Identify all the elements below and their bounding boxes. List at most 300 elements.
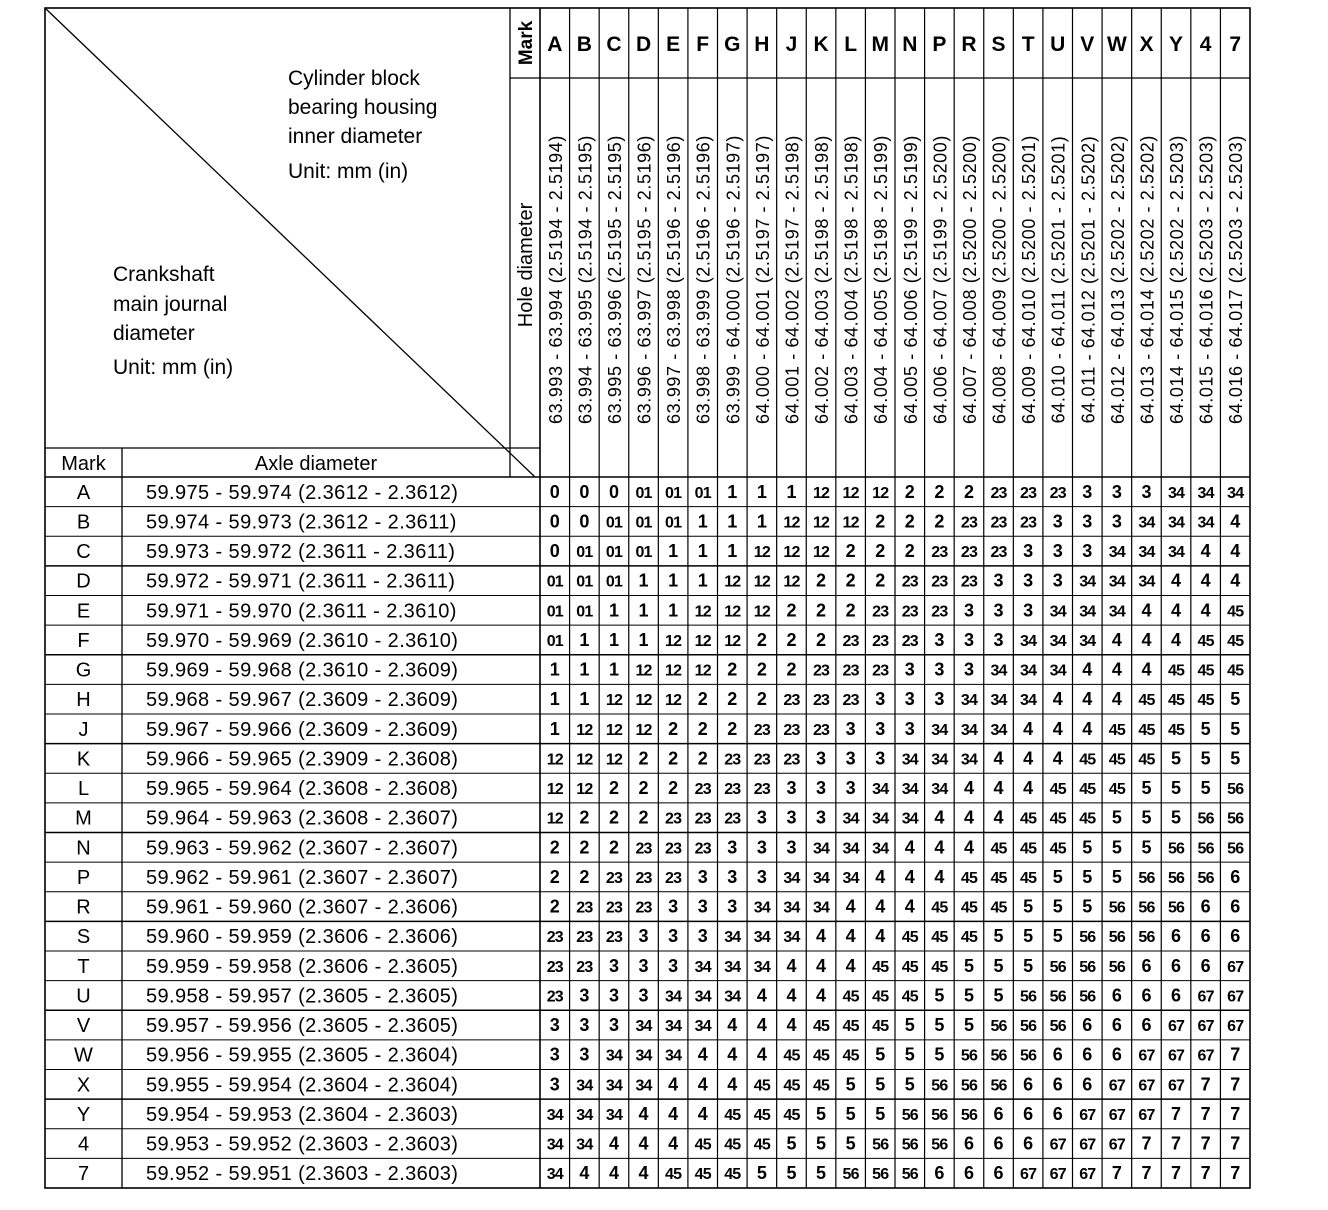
grade-cell: 2 bbox=[638, 807, 649, 828]
grade-cell: 12 bbox=[546, 810, 563, 828]
grade-cell: 45 bbox=[872, 988, 889, 1006]
column-hole-diameter: 63.996 - 63.997 (2.5195 - 2.5196) bbox=[634, 135, 655, 424]
grade-cell: 23 bbox=[605, 899, 623, 917]
column-hole-diameter: 64.014 - 64.015 (2.5202 - 2.5203) bbox=[1167, 135, 1188, 424]
grade-cell: 34 bbox=[605, 1106, 623, 1124]
grade-cell: 12 bbox=[635, 662, 652, 680]
column-mark: 4 bbox=[1199, 33, 1212, 56]
grade-cell: 34 bbox=[635, 1077, 652, 1095]
grade-cell: 4 bbox=[638, 1103, 649, 1124]
grade-cell: 2 bbox=[816, 570, 827, 591]
grade-cell: 3 bbox=[1052, 541, 1063, 562]
grade-cell: 5 bbox=[1230, 748, 1241, 769]
grade-cell: 45 bbox=[1138, 721, 1155, 739]
grade-cell: 34 bbox=[1138, 573, 1155, 591]
grade-cell: 3 bbox=[579, 1015, 590, 1036]
grade-cell: 34 bbox=[546, 1106, 563, 1124]
column-hole-diameter: 63.995 - 63.996 (2.5195 - 2.5195) bbox=[604, 135, 625, 424]
grade-cell: 6 bbox=[1171, 926, 1182, 947]
grade-cell: 56 bbox=[1079, 988, 1096, 1006]
grade-cell: 45 bbox=[1108, 781, 1125, 799]
row-axle-diameter: 59.964 - 59.963 (2.3608 - 2.3607) bbox=[146, 807, 459, 830]
grade-cell: 56 bbox=[1138, 869, 1155, 887]
grade-cell: 4 bbox=[904, 896, 915, 917]
grade-cell: 34 bbox=[812, 869, 830, 887]
grade-cell: 45 bbox=[990, 869, 1007, 887]
grade-cell: 45 bbox=[872, 1018, 889, 1036]
grade-cell: 45 bbox=[842, 1047, 859, 1065]
grade-cell: 23 bbox=[724, 810, 741, 828]
grade-cell: 56 bbox=[1108, 899, 1125, 917]
grade-cell: 3 bbox=[727, 866, 738, 887]
grade-cell: 12 bbox=[605, 692, 623, 710]
grade-cell: 6 bbox=[1023, 1103, 1034, 1124]
grade-cell: 23 bbox=[694, 781, 711, 799]
row-axle-diameter: 59.969 - 59.968 (2.3610 - 2.3609) bbox=[146, 659, 459, 682]
grade-cell: 34 bbox=[990, 662, 1007, 680]
row-mark: L bbox=[77, 778, 90, 801]
grade-cell: 56 bbox=[1079, 958, 1096, 976]
grade-cell: 34 bbox=[931, 781, 948, 799]
column-mark: E bbox=[666, 33, 681, 56]
top-mark-label: Mark bbox=[516, 20, 537, 66]
grade-cell: 2 bbox=[756, 659, 767, 680]
grade-cell: 56 bbox=[901, 1106, 918, 1124]
grade-cell: 5 bbox=[1082, 896, 1093, 917]
column-hole-diameter: 64.000 - 64.001 (2.5197 - 2.5197) bbox=[752, 135, 773, 424]
grade-cell: 56 bbox=[1108, 958, 1125, 976]
block-label-line: Unit: mm (in) bbox=[288, 160, 409, 183]
grade-cell: 4 bbox=[875, 896, 886, 917]
grade-cell: 4 bbox=[1171, 570, 1182, 591]
crankshaft-label-line: Unit: mm (in) bbox=[113, 356, 234, 379]
grade-cell: 01 bbox=[576, 544, 593, 562]
grade-cell: 2 bbox=[816, 600, 827, 621]
grade-cell: 34 bbox=[872, 781, 889, 799]
grade-cell: 2 bbox=[786, 659, 797, 680]
grade-cell: 12 bbox=[635, 692, 652, 710]
grade-cell: 45 bbox=[1049, 810, 1066, 828]
grade-cell: 34 bbox=[635, 1018, 652, 1036]
grade-cell: 3 bbox=[1023, 541, 1034, 562]
grade-cell: 45 bbox=[960, 899, 978, 917]
grade-cell: 2 bbox=[934, 481, 945, 502]
grade-cell: 45 bbox=[724, 1136, 741, 1154]
grade-cell: 5 bbox=[816, 1133, 827, 1154]
grade-cell: 45 bbox=[724, 1166, 741, 1184]
grade-cell: 3 bbox=[608, 985, 619, 1006]
grade-cell: 45 bbox=[1197, 662, 1214, 680]
column-mark: B bbox=[576, 33, 592, 56]
grade-cell: 2 bbox=[668, 748, 679, 769]
grade-cell: 7 bbox=[1230, 1133, 1241, 1154]
grade-cell: 5 bbox=[1230, 718, 1241, 739]
row-mark-header: Mark bbox=[61, 453, 106, 475]
grade-cell: 2 bbox=[845, 600, 856, 621]
grade-cell: 4 bbox=[963, 807, 974, 828]
grade-cell: 34 bbox=[872, 840, 889, 858]
row-axle-diameter: 59.967 - 59.966 (2.3609 - 2.3609) bbox=[146, 718, 459, 741]
grade-cell: 2 bbox=[875, 541, 886, 562]
grade-cell: 23 bbox=[931, 603, 948, 621]
grade-cell: 4 bbox=[993, 807, 1004, 828]
grade-cell: 45 bbox=[1079, 781, 1096, 799]
grade-cell: 6 bbox=[1200, 955, 1211, 976]
grade-cell: 4 bbox=[1200, 570, 1211, 591]
grade-cell: 1 bbox=[638, 570, 649, 591]
hole-diameter-label: Hole diameter bbox=[515, 202, 537, 328]
grade-cell: 34 bbox=[812, 840, 830, 858]
grade-cell: 56 bbox=[901, 1136, 918, 1154]
grade-cell: 45 bbox=[1197, 692, 1214, 710]
grade-cell: 5 bbox=[904, 1074, 915, 1095]
grade-cell: 23 bbox=[546, 929, 563, 947]
grade-cell: 01 bbox=[694, 484, 711, 502]
grade-cell: 6 bbox=[1111, 1044, 1122, 1065]
grade-cell: 34 bbox=[753, 929, 770, 947]
column-mark: D bbox=[635, 33, 652, 56]
grade-cell: 3 bbox=[756, 866, 767, 887]
grade-cell: 23 bbox=[990, 484, 1007, 502]
grade-cell: 34 bbox=[1079, 632, 1096, 650]
grade-cell: 4 bbox=[608, 1163, 619, 1184]
grade-cell: 3 bbox=[1052, 511, 1063, 532]
grade-cell: 34 bbox=[783, 899, 800, 917]
grade-cell: 23 bbox=[872, 662, 889, 680]
grade-cell: 4 bbox=[1171, 600, 1182, 621]
grade-cell: 12 bbox=[812, 544, 830, 562]
grade-cell: 3 bbox=[1082, 541, 1093, 562]
row-mark: F bbox=[77, 629, 90, 652]
grade-cell: 34 bbox=[605, 1047, 623, 1065]
grade-cell: 6 bbox=[1171, 955, 1182, 976]
grade-cell: 4 bbox=[727, 1074, 738, 1095]
grade-cell: 3 bbox=[875, 689, 886, 710]
grade-cell: 34 bbox=[665, 1047, 682, 1065]
grade-cell: 23 bbox=[605, 869, 623, 887]
grade-cell: 23 bbox=[546, 988, 563, 1006]
grade-cell: 45 bbox=[901, 929, 918, 947]
grade-cell: 5 bbox=[1052, 896, 1063, 917]
grade-cell: 45 bbox=[1227, 603, 1244, 621]
grade-cell: 34 bbox=[960, 751, 978, 769]
grade-cell: 6 bbox=[993, 1163, 1004, 1184]
grade-cell: 23 bbox=[960, 544, 978, 562]
grade-cell: 2 bbox=[549, 866, 560, 887]
grade-cell: 23 bbox=[665, 869, 682, 887]
grade-cell: 1 bbox=[727, 481, 738, 502]
grade-cell: 12 bbox=[665, 632, 682, 650]
column-mark: K bbox=[813, 33, 829, 56]
grade-cell: 56 bbox=[1020, 988, 1037, 1006]
grade-cell: 4 bbox=[934, 807, 945, 828]
column-hole-diameter: 64.010 - 64.011 (2.5201 - 2.5201) bbox=[1048, 135, 1069, 424]
row-axle-diameter: 59.975 - 59.974 (2.3612 - 2.3612) bbox=[146, 481, 459, 504]
grade-cell: 4 bbox=[1082, 659, 1093, 680]
grade-cell: 34 bbox=[1167, 544, 1185, 562]
grade-cell: 45 bbox=[1049, 781, 1066, 799]
grade-cell: 45 bbox=[1167, 721, 1185, 739]
row-axle-diameter: 59.958 - 59.957 (2.3605 - 2.3605) bbox=[146, 985, 459, 1008]
grade-cell: 4 bbox=[786, 955, 797, 976]
grade-cell: 4 bbox=[1141, 629, 1152, 650]
grade-cell: 67 bbox=[1079, 1166, 1096, 1184]
grade-cell: 45 bbox=[1138, 751, 1155, 769]
grade-cell: 2 bbox=[697, 748, 708, 769]
grade-cell: 3 bbox=[549, 1015, 560, 1036]
grade-cell: 23 bbox=[635, 840, 652, 858]
grade-cell: 7 bbox=[1230, 1163, 1241, 1184]
grade-cell: 23 bbox=[901, 632, 918, 650]
grade-cell: 45 bbox=[1020, 810, 1037, 828]
grade-cell: 0 bbox=[549, 481, 560, 502]
grade-cell: 3 bbox=[1111, 481, 1122, 502]
grade-cell: 34 bbox=[724, 988, 741, 1006]
grade-cell: 5 bbox=[1141, 837, 1152, 858]
grade-cell: 3 bbox=[845, 778, 856, 799]
grade-cell: 6 bbox=[1230, 866, 1241, 887]
grade-cell: 6 bbox=[1200, 926, 1211, 947]
grade-cell: 5 bbox=[934, 1044, 945, 1065]
grade-cell: 45 bbox=[783, 1106, 800, 1124]
grade-cell: 4 bbox=[608, 1133, 619, 1154]
grade-cell: 3 bbox=[1141, 481, 1152, 502]
row-axle-diameter: 59.954 - 59.953 (2.3604 - 2.3603) bbox=[146, 1103, 459, 1126]
axle-diameter-header: Axle diameter bbox=[254, 453, 378, 475]
grade-cell: 45 bbox=[842, 988, 859, 1006]
grade-cell: 34 bbox=[931, 721, 948, 739]
grade-cell: 34 bbox=[1079, 603, 1096, 621]
grade-cell: 3 bbox=[993, 600, 1004, 621]
grade-cell: 12 bbox=[724, 573, 741, 591]
grade-cell: 4 bbox=[697, 1044, 708, 1065]
grade-cell: 67 bbox=[1108, 1136, 1125, 1154]
grade-cell: 45 bbox=[783, 1047, 800, 1065]
grade-cell: 67 bbox=[1020, 1166, 1037, 1184]
grade-cell: 5 bbox=[875, 1074, 886, 1095]
grade-cell: 23 bbox=[812, 692, 830, 710]
grade-cell: 3 bbox=[786, 837, 797, 858]
grade-cell: 34 bbox=[872, 810, 889, 828]
grade-cell: 6 bbox=[1023, 1133, 1034, 1154]
column-hole-diameter: 63.993 - 63.994 (2.5194 - 2.5194) bbox=[545, 135, 566, 424]
grade-cell: 01 bbox=[635, 544, 652, 562]
grade-cell: 23 bbox=[753, 781, 770, 799]
row-mark: A bbox=[76, 481, 91, 504]
grade-cell: 5 bbox=[1082, 866, 1093, 887]
column-mark: F bbox=[696, 33, 710, 56]
grade-cell: 3 bbox=[1082, 481, 1093, 502]
row-mark: C bbox=[76, 541, 91, 564]
row-mark: V bbox=[76, 1015, 91, 1038]
grade-cell: 56 bbox=[1197, 810, 1214, 828]
grade-cell: 2 bbox=[727, 718, 738, 739]
grade-cell: 5 bbox=[993, 985, 1004, 1006]
grade-cell: 2 bbox=[549, 896, 560, 917]
grade-cell: 45 bbox=[931, 958, 948, 976]
grade-cell: 23 bbox=[753, 721, 770, 739]
grade-cell: 6 bbox=[1230, 926, 1241, 947]
grade-cell: 1 bbox=[638, 600, 649, 621]
grade-cell: 3 bbox=[816, 807, 827, 828]
grade-cell: 5 bbox=[963, 985, 974, 1006]
grade-cell: 56 bbox=[1167, 869, 1185, 887]
grade-cell: 3 bbox=[727, 896, 738, 917]
crankshaft-label-line: diameter bbox=[113, 322, 195, 345]
grade-cell: 23 bbox=[1049, 484, 1066, 502]
column-hole-diameter: 64.009 - 64.010 (2.5200 - 2.5201) bbox=[1019, 135, 1040, 424]
grade-cell: 12 bbox=[872, 484, 889, 502]
grade-cell: 3 bbox=[549, 1044, 560, 1065]
grade-cell: 3 bbox=[638, 926, 649, 947]
grade-cell: 2 bbox=[608, 837, 619, 858]
grade-cell: 45 bbox=[990, 899, 1007, 917]
grade-cell: 2 bbox=[934, 511, 945, 532]
grade-cell: 45 bbox=[812, 1018, 830, 1036]
grade-cell: 2 bbox=[875, 511, 886, 532]
grade-cell: 56 bbox=[990, 1018, 1007, 1036]
grade-cell: 23 bbox=[990, 514, 1007, 532]
grade-cell: 3 bbox=[1111, 511, 1122, 532]
grade-cell: 34 bbox=[1020, 662, 1037, 680]
grade-cell: 23 bbox=[842, 662, 859, 680]
grade-cell: 12 bbox=[694, 603, 711, 621]
grade-cell: 4 bbox=[668, 1103, 679, 1124]
grade-cell: 56 bbox=[931, 1077, 948, 1095]
grade-cell: 2 bbox=[697, 689, 708, 710]
grade-cell: 2 bbox=[668, 718, 679, 739]
grade-cell: 34 bbox=[931, 751, 948, 769]
grade-cell: 4 bbox=[1023, 778, 1034, 799]
grade-cell: 12 bbox=[576, 721, 593, 739]
grade-cell: 5 bbox=[1082, 837, 1093, 858]
grade-cell: 12 bbox=[605, 721, 623, 739]
block-label-line: inner diameter bbox=[288, 125, 423, 148]
row-axle-diameter: 59.953 - 59.952 (2.3603 - 2.3603) bbox=[146, 1133, 459, 1156]
grade-cell: 23 bbox=[665, 840, 682, 858]
column-hole-diameter: 64.002 - 64.003 (2.5198 - 2.5198) bbox=[812, 135, 833, 424]
row-axle-diameter: 59.973 - 59.972 (2.3611 - 2.3611) bbox=[146, 541, 456, 564]
grade-cell: 3 bbox=[845, 718, 856, 739]
grade-cell: 45 bbox=[872, 958, 889, 976]
column-mark: M bbox=[871, 33, 889, 56]
grade-cell: 12 bbox=[546, 781, 563, 799]
grade-cell: 23 bbox=[694, 840, 711, 858]
grade-cell: 1 bbox=[549, 718, 560, 739]
row-axle-diameter: 59.962 - 59.961 (2.3607 - 2.3607) bbox=[146, 866, 459, 889]
grade-cell: 2 bbox=[727, 689, 738, 710]
column-hole-diameter: 63.998 - 63.999 (2.5196 - 2.5196) bbox=[693, 135, 714, 424]
column-mark: Y bbox=[1169, 33, 1184, 56]
grade-cell: 12 bbox=[665, 662, 682, 680]
grade-cell: 23 bbox=[812, 662, 830, 680]
grade-cell: 4 bbox=[845, 955, 856, 976]
grade-cell: 23 bbox=[605, 929, 623, 947]
grade-cell: 34 bbox=[812, 899, 830, 917]
grade-cell: 34 bbox=[901, 751, 918, 769]
grade-cell: 2 bbox=[904, 481, 915, 502]
grade-cell: 3 bbox=[786, 778, 797, 799]
row-mark: W bbox=[74, 1044, 93, 1067]
grade-cell: 56 bbox=[931, 1136, 948, 1154]
grade-cell: 4 bbox=[1082, 718, 1093, 739]
grade-cell: 1 bbox=[579, 629, 590, 650]
row-mark: K bbox=[76, 748, 91, 771]
column-mark: R bbox=[961, 33, 977, 56]
grade-cell: 56 bbox=[1138, 929, 1155, 947]
grade-cell: 1 bbox=[756, 481, 767, 502]
grade-cell: 4 bbox=[786, 1015, 797, 1036]
grade-cell: 2 bbox=[963, 481, 974, 502]
grade-cell: 6 bbox=[1082, 1074, 1093, 1095]
grade-cell: 34 bbox=[901, 810, 918, 828]
column-hole-diameter: 64.015 - 64.016 (2.5203 - 2.5203) bbox=[1196, 135, 1217, 424]
grade-cell: 34 bbox=[842, 869, 859, 887]
grade-cell: 56 bbox=[1020, 1047, 1037, 1065]
grade-cell: 2 bbox=[875, 570, 886, 591]
row-axle-diameter: 59.956 - 59.955 (2.3605 - 2.3604) bbox=[146, 1044, 459, 1067]
column-mark: A bbox=[547, 33, 563, 56]
grade-cell: 45 bbox=[1167, 662, 1185, 680]
column-mark: G bbox=[724, 33, 741, 56]
grade-cell: 7 bbox=[1171, 1163, 1182, 1184]
grade-cell: 4 bbox=[845, 896, 856, 917]
grade-cell: 6 bbox=[963, 1133, 974, 1154]
grade-cell: 34 bbox=[1138, 514, 1155, 532]
grade-cell: 01 bbox=[635, 514, 652, 532]
grade-cell: 5 bbox=[816, 1103, 827, 1124]
column-mark: T bbox=[1021, 33, 1035, 56]
grade-cell: 01 bbox=[605, 544, 623, 562]
grade-cell: 45 bbox=[753, 1077, 770, 1095]
grade-cell: 5 bbox=[816, 1163, 827, 1184]
grade-cell: 6 bbox=[993, 1133, 1004, 1154]
grade-cell: 1 bbox=[786, 481, 797, 502]
grade-cell: 45 bbox=[1108, 721, 1125, 739]
grade-cell: 23 bbox=[931, 544, 948, 562]
grade-cell: 23 bbox=[783, 692, 800, 710]
grade-cell: 2 bbox=[845, 570, 856, 591]
grade-cell: 45 bbox=[1020, 840, 1037, 858]
grade-cell: 4 bbox=[845, 926, 856, 947]
grade-cell: 1 bbox=[549, 689, 560, 710]
grade-cell: 5 bbox=[993, 926, 1004, 947]
grade-cell: 56 bbox=[842, 1166, 859, 1184]
grade-cell: 12 bbox=[753, 544, 770, 562]
grade-cell: 7 bbox=[1230, 1044, 1241, 1065]
grade-cell: 3 bbox=[549, 1074, 560, 1095]
grade-cell: 2 bbox=[845, 541, 856, 562]
grade-cell: 34 bbox=[1020, 692, 1037, 710]
grade-cell: 1 bbox=[668, 541, 679, 562]
grade-cell: 5 bbox=[963, 1015, 974, 1036]
grade-cell: 3 bbox=[638, 985, 649, 1006]
column-hole-diameter: 64.003 - 64.004 (2.5198 - 2.5198) bbox=[841, 135, 862, 424]
grade-cell: 5 bbox=[1141, 778, 1152, 799]
grade-cell: 23 bbox=[724, 781, 741, 799]
grade-cell: 34 bbox=[605, 1077, 623, 1095]
grade-cell: 4 bbox=[756, 1044, 767, 1065]
column-mark: U bbox=[1050, 33, 1066, 56]
grade-cell: 12 bbox=[783, 514, 800, 532]
grade-cell: 2 bbox=[904, 511, 915, 532]
grade-cell: 56 bbox=[1227, 840, 1244, 858]
grade-cell: 6 bbox=[993, 1103, 1004, 1124]
grade-cell: 12 bbox=[694, 662, 711, 680]
grade-cell: 3 bbox=[756, 837, 767, 858]
grade-cell: 34 bbox=[1108, 603, 1125, 621]
grade-cell: 5 bbox=[1023, 896, 1034, 917]
